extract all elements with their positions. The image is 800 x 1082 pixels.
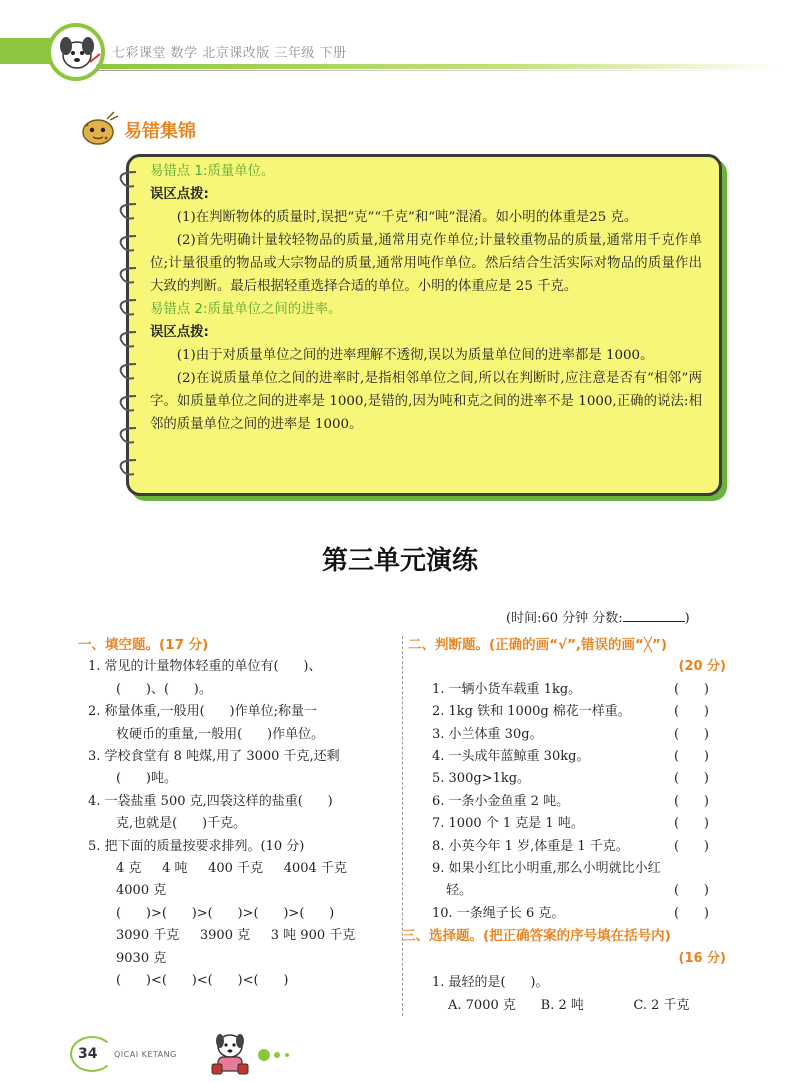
header-title: 七彩课堂 数学 北京课改版 三年级 下册 xyxy=(112,46,347,61)
unit-title: 第三单元演练 xyxy=(321,546,478,576)
footer-dot-large xyxy=(258,1049,270,1061)
section-title: 易错集锦 xyxy=(124,121,196,142)
fill-q5-items-1b: 4000 克 xyxy=(116,883,167,899)
fill-q5-items-1: 4 克 4 吨 400 千克 4004 千克 xyxy=(116,861,347,877)
cookie-mascot-icon xyxy=(76,110,120,146)
time-score-label: (时间:60 分钟 分数: xyxy=(506,611,623,626)
judge-item-10 xyxy=(408,903,726,925)
judge-item xyxy=(408,836,726,858)
notebook-rings xyxy=(110,164,146,494)
fill-in-section xyxy=(78,634,400,993)
judge-item xyxy=(408,813,726,835)
fill-q1-line-2: ( )、( )。 xyxy=(116,681,212,697)
judge-answer-blank: ( ) xyxy=(674,905,709,921)
notebook-content xyxy=(150,160,702,436)
judge-item xyxy=(408,791,726,813)
judge-item xyxy=(408,679,726,701)
judge-answer-blank: ( ) xyxy=(674,726,709,742)
judge-item-text: 2. 1kg 铁和 1000g 棉花一样重。 xyxy=(432,704,631,720)
choice-option-c: C. 2 千克 xyxy=(633,997,690,1013)
judge-item xyxy=(408,746,726,768)
header-rule xyxy=(96,64,786,69)
fill-q5-order-2: ( )<( )<( )<( ) xyxy=(116,973,289,989)
judge-item xyxy=(408,724,726,746)
fill-q5-items-2: 3090 千克 3900 克 3 吨 900 千克 xyxy=(116,928,356,944)
footer-dot-medium xyxy=(274,1052,280,1058)
fill-q5-line-1: 5. 把下面的质量按要求排列。(10 分) xyxy=(88,838,305,854)
fill-q5-items-2b: 9030 克 xyxy=(116,950,167,966)
judge-answer-blank: ( ) xyxy=(674,749,709,765)
judge-item-text: 4. 一头成年蓝鲸重 30kg。 xyxy=(432,749,590,765)
judge-score: (20 分) xyxy=(678,659,726,675)
mistake-point-1-para-2: (2)首先明确计量较轻物品的质量,通常用克作单位;计量较重物品的质量,通常用千克作单位;计量很重的物品或大宗物品的质量,通常用吨作单位。然后结合生活实际对物品的质量作出大致的判断。最后根据轻重选择合适的单位。小明的体重应是 25 千克。 xyxy=(150,233,702,294)
mistake-point-1-heading: 易错点 1:质量单位。 xyxy=(150,164,275,179)
choice-q1-options xyxy=(408,995,726,1017)
judge-item-10-text: 10. 一条绳子长 6 克。 xyxy=(432,905,565,921)
time-score-line xyxy=(506,607,690,626)
mascot-logo-icon xyxy=(46,22,106,82)
judge-answer-blank: ( ) xyxy=(674,816,709,832)
judge-answer-blank: ( ) xyxy=(674,883,709,899)
fill-q3-line-2: ( )吨。 xyxy=(116,771,177,787)
judge-section xyxy=(402,634,726,1017)
judge-item xyxy=(408,701,726,723)
judge-item xyxy=(408,768,726,790)
dog-mascot-icon xyxy=(204,1026,256,1078)
judge-item-text: 5. 300g>1kg。 xyxy=(432,771,531,787)
judge-item-text: 6. 一条小金鱼重 2 吨。 xyxy=(432,793,570,809)
judge-item-9-line-1: 9. 如果小红比小明重,那么小明就比小红 xyxy=(432,861,661,877)
judge-answer-blank: ( ) xyxy=(674,681,709,697)
judge-item-text: 1. 一辆小货车载重 1kg。 xyxy=(432,681,582,697)
judge-heading: 二、判断题。(正确的画“√”,错误的画“╳”) xyxy=(408,637,668,653)
judge-answer-blank: ( ) xyxy=(674,793,709,809)
fill-q1-line-1: 1. 常见的计量物体轻重的单位有( )、 xyxy=(88,659,322,675)
score-blank xyxy=(623,610,685,622)
judge-answer-blank: ( ) xyxy=(674,704,709,720)
footer-dot-small xyxy=(285,1053,289,1057)
footer-brand: QICAI KETANG xyxy=(114,1050,177,1059)
fill-q2-line-2: 枚硬币的重量,一般用( )作单位。 xyxy=(116,726,325,742)
judge-item-text: 3. 小兰体重 30g。 xyxy=(432,726,543,742)
choice-option-b: B. 2 吨 xyxy=(540,997,584,1013)
judge-answer-blank: ( ) xyxy=(674,838,709,854)
fill-q4-line-1: 4. 一袋盐重 500 克,四袋这样的盐重( ) xyxy=(88,793,333,809)
header-rule-thin xyxy=(96,70,786,71)
fill-q4-line-2: 克,也就是( )千克。 xyxy=(116,816,247,832)
mistake-point-1-para-1: (1)在判断物体的质量时,误把“克”“千克”和“吨”混淆。如小明的体重是25 克。 xyxy=(176,210,638,225)
mistake-point-2-heading: 易错点 2:质量单位之间的进率。 xyxy=(150,302,342,317)
choice-score: (16 分) xyxy=(678,950,726,966)
column-divider xyxy=(402,636,403,1016)
judge-item-text: 7. 1000 个 1 克是 1 吨。 xyxy=(432,816,584,832)
judge-item-9-line-2 xyxy=(408,880,726,902)
mistake-point-2-para-2: (2)在说质量单位之间的进率时,是指相邻单位之间,所以在判断时,应注意是否有“相邻”两字。如质量单位之间的进率是 1000,是错的,因为吨和克之间的进率不是 1000,正确的说法:相邻的质量单位之间的进率是 1000。 xyxy=(150,371,702,432)
mistake-point-2-para-1: (1)由于对质量单位之间的进率理解不透彻,误以为质量单位间的进率都是 1000。 xyxy=(176,348,654,363)
judge-item-9-text-2: 轻。 xyxy=(446,883,473,899)
fill-q2-line-1: 2. 称量体重,一般用( )作单位;称量一 xyxy=(88,704,317,720)
judge-list xyxy=(408,679,726,858)
choice-option-a: A. 7000 克 xyxy=(448,997,516,1013)
time-score-close: ) xyxy=(684,611,690,626)
fill-q3-line-1: 3. 学校食堂有 8 吨煤,用了 3000 千克,还剩 xyxy=(88,749,340,765)
fill-in-heading: 一、填空题。(17 分) xyxy=(78,637,209,653)
choice-heading: 三、选择题。(把正确答案的序号填在括号内) xyxy=(402,928,671,945)
fill-q5-order-1: ( )>( )>( )>( )>( ) xyxy=(116,905,335,921)
page-number: 34 xyxy=(78,1046,98,1062)
judge-answer-blank: ( ) xyxy=(674,771,709,787)
judge-item-text: 8. 小英今年 1 岁,体重是 1 千克。 xyxy=(432,838,629,854)
mistake-point-1-tip-label: 误区点拨: xyxy=(150,187,209,202)
choice-q1: 1. 最轻的是( )。 xyxy=(432,975,549,991)
mistake-point-2-tip-label: 误区点拨: xyxy=(150,325,209,340)
